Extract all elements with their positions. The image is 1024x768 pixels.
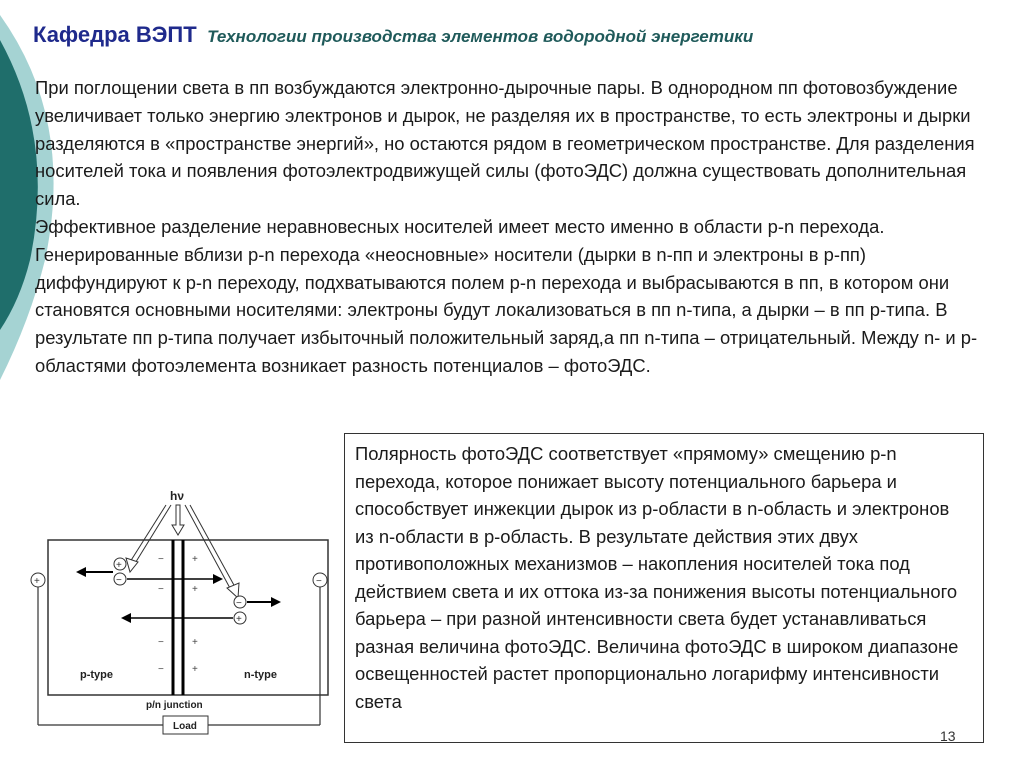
light-label: hν	[170, 489, 185, 503]
charge-plus-4: +	[192, 664, 198, 675]
polarity-info-box	[344, 433, 984, 743]
electron-left-sign: −	[116, 575, 122, 586]
slide-header	[33, 22, 753, 48]
charge-minus-1: −	[158, 554, 164, 565]
pn-junction-diagram	[18, 480, 340, 750]
department-title: Кафедра ВЭПТ	[33, 22, 197, 47]
terminal-plus-sign: +	[34, 576, 40, 587]
charge-minus-4: −	[158, 664, 164, 675]
paragraph-1: При поглощении света в пп возбуждаются электронно-дырочные пары. В однородном пп фотовозбуждение увеличивает только энергию электронов и дырок, не разделяя их в пространстве, то есть электроны и дырки разделяются в «пространстве энергий», но остаются рядом в геометрическом пространстве. Для разделения носителей тока и появления фотоэлектродвижущей силы (фотоЭДС) должна существовать дополнительная сила.	[35, 77, 975, 210]
light-arrow-left-b	[134, 505, 171, 565]
charge-minus-2: −	[158, 584, 164, 595]
light-arrow-right-b	[190, 505, 235, 587]
arrow-electron-to-n-right-head	[271, 597, 281, 607]
charge-minus-3: −	[158, 637, 164, 648]
electron-right-sign: −	[236, 598, 242, 609]
main-text	[35, 74, 980, 380]
n-type-label: n-type	[244, 669, 277, 681]
light-arrow-left-head	[126, 558, 138, 572]
hole-left-sign: +	[116, 560, 122, 571]
p-type-label: p-type	[80, 669, 113, 681]
light-arrow-right-a	[185, 505, 231, 590]
junction-label: p/n junction	[146, 700, 203, 711]
arrow-hole-to-p-head	[76, 567, 86, 577]
charge-plus-3: +	[192, 637, 198, 648]
page-number: 13	[940, 728, 956, 744]
load-label: Load	[173, 721, 197, 732]
terminal-minus-sign: −	[316, 576, 322, 587]
hole-right-sign: +	[236, 614, 242, 625]
charge-plus-1: +	[192, 554, 198, 565]
paragraph-2: Эффективное разделение неравновесных носителей имеет место именно в области p-n перехода. Генерированные вблизи p-n перехода «неосновные» носители (дырки в n-пп и электроны в p-пп) диффундируют к p-n переходу, подхватываются полем p-n перехода и выбрасываются в пп, в котором они становятся основными носителями: электроны будут локализоваться в пп n-типа, а дырки – в пп p-типа. В результате пп p-типа получает избыточный положительный заряд,а пп n-типа – отрицательный. Между n- и p-областями фотоэлемента возникает разность потенциалов – фотоЭДС.	[35, 215, 978, 376]
polarity-text: Полярность фотоЭДС соответствует «прямому» смещению p-n перехода, которое понижает высоту потенциального барьера и способствует инжекции дырок из p-области в n-область и электронов из n-области в p-область. В результате действия этих двух противоположных механизмов – накопления носителей тока под действием света и их оттока из-за понижения высоты потенциального барьера – при разной интенсивности света будет устанавливаться разная величина фотоЭДС. Величина фотоЭДС в широком диапазоне освещенностей растет пропорционально логарифму интенсивности света	[355, 443, 959, 712]
arrow-hole-to-p-right-head	[121, 613, 131, 623]
course-subtitle: Технологии производства элементов водородной энергетики	[207, 27, 754, 46]
light-arrow-center	[172, 505, 184, 535]
charge-plus-2: +	[192, 584, 198, 595]
arrow-electron-to-n-head	[213, 574, 223, 584]
